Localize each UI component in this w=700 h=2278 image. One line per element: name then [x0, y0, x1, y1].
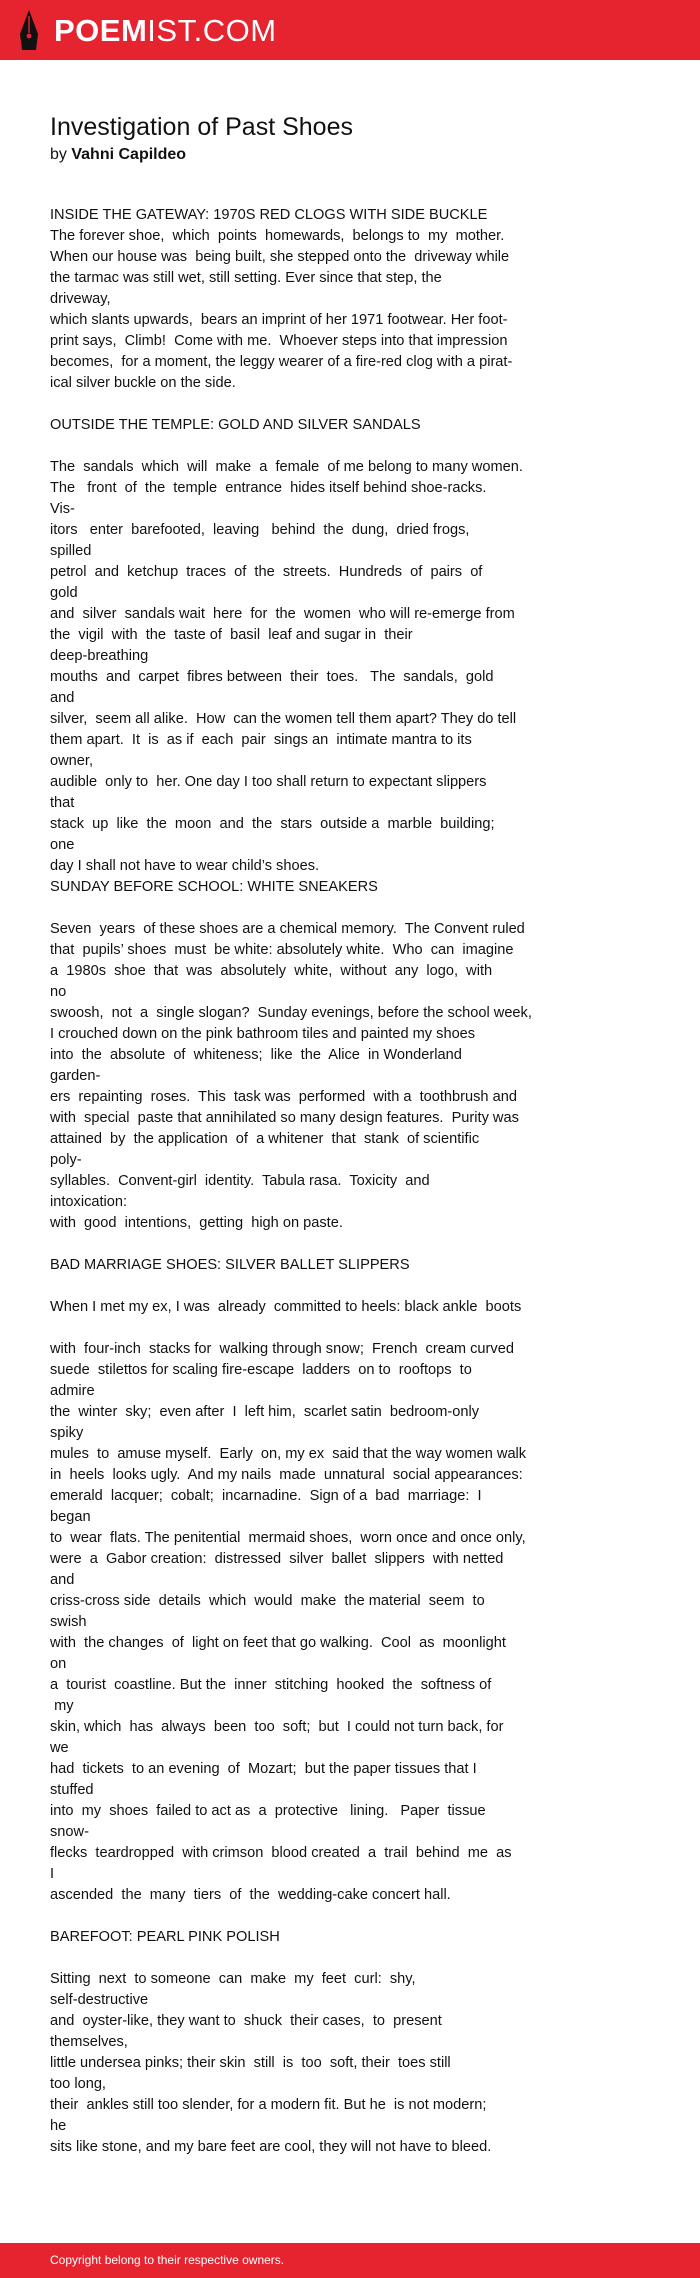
author-name[interactable]: Vahni Capildeo: [71, 146, 187, 163]
poem-line: [50, 394, 560, 415]
poem-line: INSIDE THE GATEWAY: 1970S RED CLOGS WITH SIDE BUCKLE: [50, 207, 488, 223]
logo-light-text: IST.COM: [147, 12, 277, 48]
poem-line: swish: [50, 1614, 87, 1630]
poem-line: When our house was being built, she stepped onto the driveway while: [50, 249, 510, 265]
site-header: [0, 0, 700, 60]
site-footer: [0, 2243, 700, 2278]
poem-line: the winter sky; even after I left him, scarlet satin bedroom-only: [50, 1404, 480, 1420]
poem-line: deep-breathing: [50, 648, 149, 664]
poem-line: began: [50, 1509, 91, 1525]
site-logo[interactable]: [16, 0, 277, 60]
poem-line: which slants upwards, bears an imprint of her 1971 footwear. Her foot-: [50, 312, 508, 328]
poem-line: BAREFOOT: PEARL PINK POLISH: [50, 1929, 280, 1945]
poem-line: criss-cross side details which would make the material seem to: [50, 1593, 485, 1609]
poem-line: and: [50, 1572, 75, 1588]
poem-line: with four-inch stacks for walking through snow; French cream curved: [50, 1341, 514, 1357]
byline: [50, 144, 560, 166]
poem-line: The sandals which will make a female of me belong to many women.: [50, 459, 523, 475]
poem-line: I crouched down on the pink bathroom tiles and painted my shoes: [50, 1026, 476, 1042]
pen-nib-icon: [16, 8, 42, 52]
poem-line: Sitting next to someone can make my feet curl: shy,: [50, 1971, 416, 1987]
poem-line: [50, 1906, 560, 1927]
poem-title: Investigation of Past Shoes: [50, 113, 353, 141]
poem-line: driveway,: [50, 291, 111, 307]
poem-line: spilled: [50, 543, 92, 559]
poem-line: that: [50, 795, 75, 811]
poem-line: we: [50, 1740, 69, 1756]
poem-line: audible only to her. One day I too shall return to expectant slippers: [50, 774, 487, 790]
poem-body: [50, 205, 560, 2158]
poem-line: [50, 436, 560, 457]
poem-line: the vigil with the taste of basil leaf and sugar in their: [50, 627, 413, 643]
poem-line: gold: [50, 585, 78, 601]
poem-line: with good intentions, getting high on paste.: [50, 1215, 343, 1231]
poem-line: a 1980s shoe that was absolutely white, without any logo, with: [50, 963, 493, 979]
poem-line: he: [50, 2118, 67, 2134]
poem-line: and: [50, 690, 75, 706]
poem-line: becomes, for a moment, the leggy wearer of a fire-red clog with a pirat-: [50, 354, 513, 370]
poem-line: and silver sandals wait here for the women who will re-emerge from: [50, 606, 515, 622]
poem-line: poly-: [50, 1152, 82, 1168]
poem-line: stuffed: [50, 1782, 94, 1798]
poem-line: and oyster-like, they want to shuck their cases, to present: [50, 2013, 442, 2029]
poem-line: snow-: [50, 1824, 89, 1840]
poem-line: [50, 898, 560, 919]
poem-line: attained by the application of a whitener that stank of scientific: [50, 1131, 480, 1147]
poem-line: [50, 1276, 560, 1297]
poem-line: OUTSIDE THE TEMPLE: GOLD AND SILVER SANDALS: [50, 417, 421, 433]
poem-line: the tarmac was still wet, still setting. Ever since that step, the: [50, 270, 442, 286]
poem-line: suede stilettos for scaling fire-escape ladders on to rooftops to: [50, 1362, 472, 1378]
poem-line: sits like stone, and my bare feet are cool, they will not have to bleed.: [50, 2139, 492, 2155]
poem-line: stack up like the moon and the stars outside a marble building;: [50, 816, 495, 832]
poem-line: in heels looks ugly. And my nails made unnatural social appearances:: [50, 1467, 523, 1483]
poem-line: ascended the many tiers of the wedding-cake concert hall.: [50, 1887, 451, 1903]
logo-bold-text: POEM: [54, 12, 148, 48]
poem-line: spiky: [50, 1425, 84, 1441]
poem-line: my: [50, 1698, 74, 1714]
poem-line: themselves,: [50, 2034, 128, 2050]
poem-line: [50, 1234, 560, 1255]
poem-line: syllables. Convent-girl identity. Tabula rasa. Toxicity and: [50, 1173, 430, 1189]
poem-line: into my shoes failed to act as a protective lining. Paper tissue: [50, 1803, 486, 1819]
poem-line: petrol and ketchup traces of the streets. Hundreds of pairs of: [50, 564, 483, 580]
poem-line: that pupils’ shoes must be white: absolutely white. Who can imagine: [50, 942, 514, 958]
poem-line: no: [50, 984, 67, 1000]
poem-line: garden-: [50, 1068, 101, 1084]
poem-line: [50, 1948, 560, 1969]
poem-line: too long,: [50, 2076, 106, 2092]
poem-content: [50, 112, 560, 2158]
by-label: by: [50, 146, 67, 163]
poem-line: with the changes of light on feet that go walking. Cool as moonlight: [50, 1635, 506, 1651]
poem-line: flecks teardropped with crimson blood created a trail behind me as: [50, 1845, 512, 1861]
poem-line: intoxication:: [50, 1194, 128, 1210]
poem-line: swoosh, not a single slogan? Sunday evenings, before the school week,: [50, 1005, 532, 1021]
poem-line: BAD MARRIAGE SHOES: SILVER BALLET SLIPPERS: [50, 1257, 410, 1273]
poem-line: [50, 1318, 560, 1339]
poem-line: print says, Climb! Come with me. Whoever steps into that impression: [50, 333, 508, 349]
poem-line: little undersea pinks; their skin still is too soft, their toes still: [50, 2055, 451, 2071]
poem-line: were a Gabor creation: distressed silver ballet slippers with netted: [50, 1551, 504, 1567]
poem-line: owner,: [50, 753, 93, 769]
poem-line: ers repainting roses. This task was performed with a toothbrush and: [50, 1089, 517, 1105]
poem-line: Seven years of these shoes are a chemical memory. The Convent ruled: [50, 921, 525, 937]
poem-line: to wear flats. The penitential mermaid shoes, worn once and once only,: [50, 1530, 526, 1546]
poem-line: silver, seem all alike. How can the women tell them apart? They do tell: [50, 711, 517, 727]
poem-line: self-destructive: [50, 1992, 149, 2008]
copyright-text: Copyright belong to their respective owners.: [50, 2253, 285, 2267]
poem-line: mules to amuse myself. Early on, my ex said that the way women walk: [50, 1446, 527, 1462]
poem-line: them apart. It is as if each pair sings an intimate mantra to its: [50, 732, 472, 748]
poem-line: one: [50, 837, 75, 853]
poem-line: into the absolute of whiteness; like the Alice in Wonderland: [50, 1047, 462, 1063]
poem-line: admire: [50, 1383, 95, 1399]
poem-line: itors enter barefooted, leaving behind the dung, dried frogs,: [50, 522, 470, 538]
poem-line: emerald lacquer; cobalt; incarnadine. Sign of a bad marriage: I: [50, 1488, 482, 1504]
poem-line: on: [50, 1656, 67, 1672]
poem-line: The forever shoe, which points homewards, belongs to my mother.: [50, 228, 505, 244]
poem-line: had tickets to an evening of Mozart; but the paper tissues that I: [50, 1761, 477, 1777]
poem-line: their ankles still too slender, for a modern fit. But he is not modern;: [50, 2097, 487, 2113]
poem-line: a tourist coastline. But the inner stitching hooked the softness of: [50, 1677, 492, 1693]
poem-line: Vis-: [50, 501, 75, 517]
poem-line: skin, which has always been too soft; but I could not turn back, for: [50, 1719, 504, 1735]
site-logo-text: [54, 12, 277, 48]
poem-line: The front of the temple entrance hides itself behind shoe-racks.: [50, 480, 487, 496]
poem-line: SUNDAY BEFORE SCHOOL: WHITE SNEAKERS: [50, 879, 378, 895]
poem-line: mouths and carpet fibres between their toes. The sandals, gold: [50, 669, 494, 685]
poem-line: day I shall not have to wear child’s shoes.: [50, 858, 320, 874]
poem-line: with special paste that annihilated so many design features. Purity was: [50, 1110, 519, 1126]
poem-line: ical silver buckle on the side.: [50, 375, 236, 391]
poem-line: When I met my ex, I was already committed to heels: black ankle boots: [50, 1299, 522, 1315]
poem-line: I: [50, 1866, 55, 1882]
